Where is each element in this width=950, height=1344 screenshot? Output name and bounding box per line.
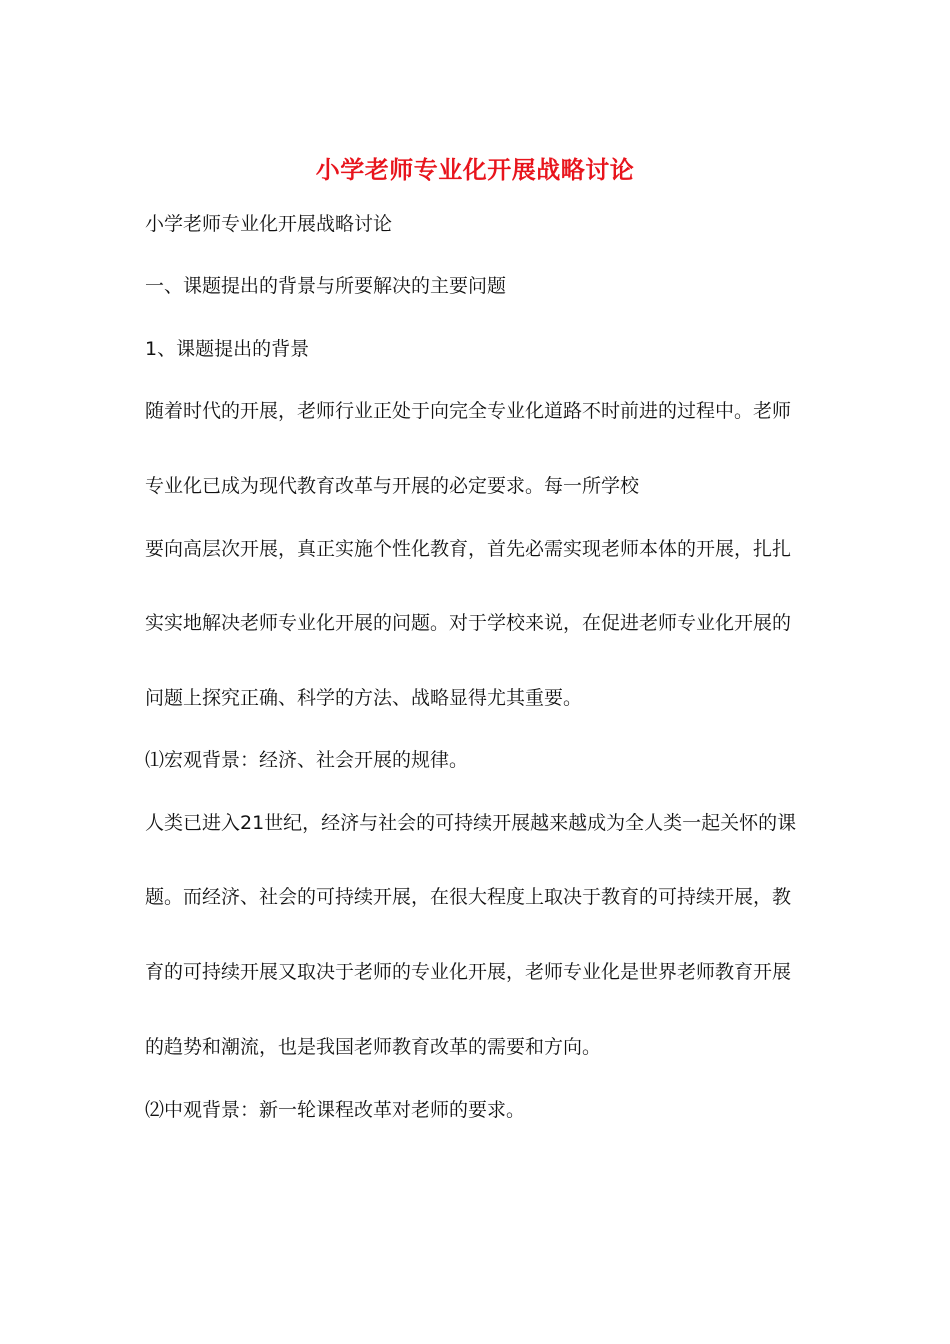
- section-heading: 一、课题提出的背景与所要解决的主要问题: [145, 275, 507, 297]
- paragraph-line: 要向高层次开展，真正实施个性化教育，首先必需实现老师本体的开展，扎扎: [145, 538, 792, 560]
- subsection-heading: 1、课题提出的背景: [145, 338, 310, 360]
- paragraph-line: 的趋势和潮流，也是我国老师教育改革的需要和方向。: [145, 1036, 602, 1058]
- paragraph-line: 实实地解决老师专业化开展的问题。对于学校来说，在促进老师专业化开展的: [145, 612, 792, 634]
- document-subtitle: 小学老师专业化开展战略讨论: [145, 213, 393, 235]
- paragraph-line: 专业化已成为现代教育改革与开展的必定要求。每一所学校: [145, 475, 640, 497]
- paragraph-line: 人类已进入21世纪，经济与社会的可持续开展越来越成为全人类一起关怀的课: [145, 812, 797, 834]
- paragraph-line: 问题上探究正确、科学的方法、战略显得尤其重要。: [145, 687, 583, 709]
- paragraph-line: 题。而经济、社会的可持续开展，在很大程度上取决于教育的可持续开展，教: [145, 886, 792, 908]
- document-title: 小学老师专业化开展战略讨论: [315, 155, 635, 184]
- paragraph-line: 随着时代的开展，老师行业正处于向完全专业化道路不时前进的过程中。老师: [145, 400, 792, 422]
- paragraph-line: 育的可持续开展又取决于老师的专业化开展，老师专业化是世界老师教育开展: [145, 961, 792, 983]
- point-heading: ⑵中观背景：新一轮课程改革对老师的要求。: [145, 1099, 526, 1121]
- point-heading: ⑴宏观背景：经济、社会开展的规律。: [145, 749, 469, 771]
